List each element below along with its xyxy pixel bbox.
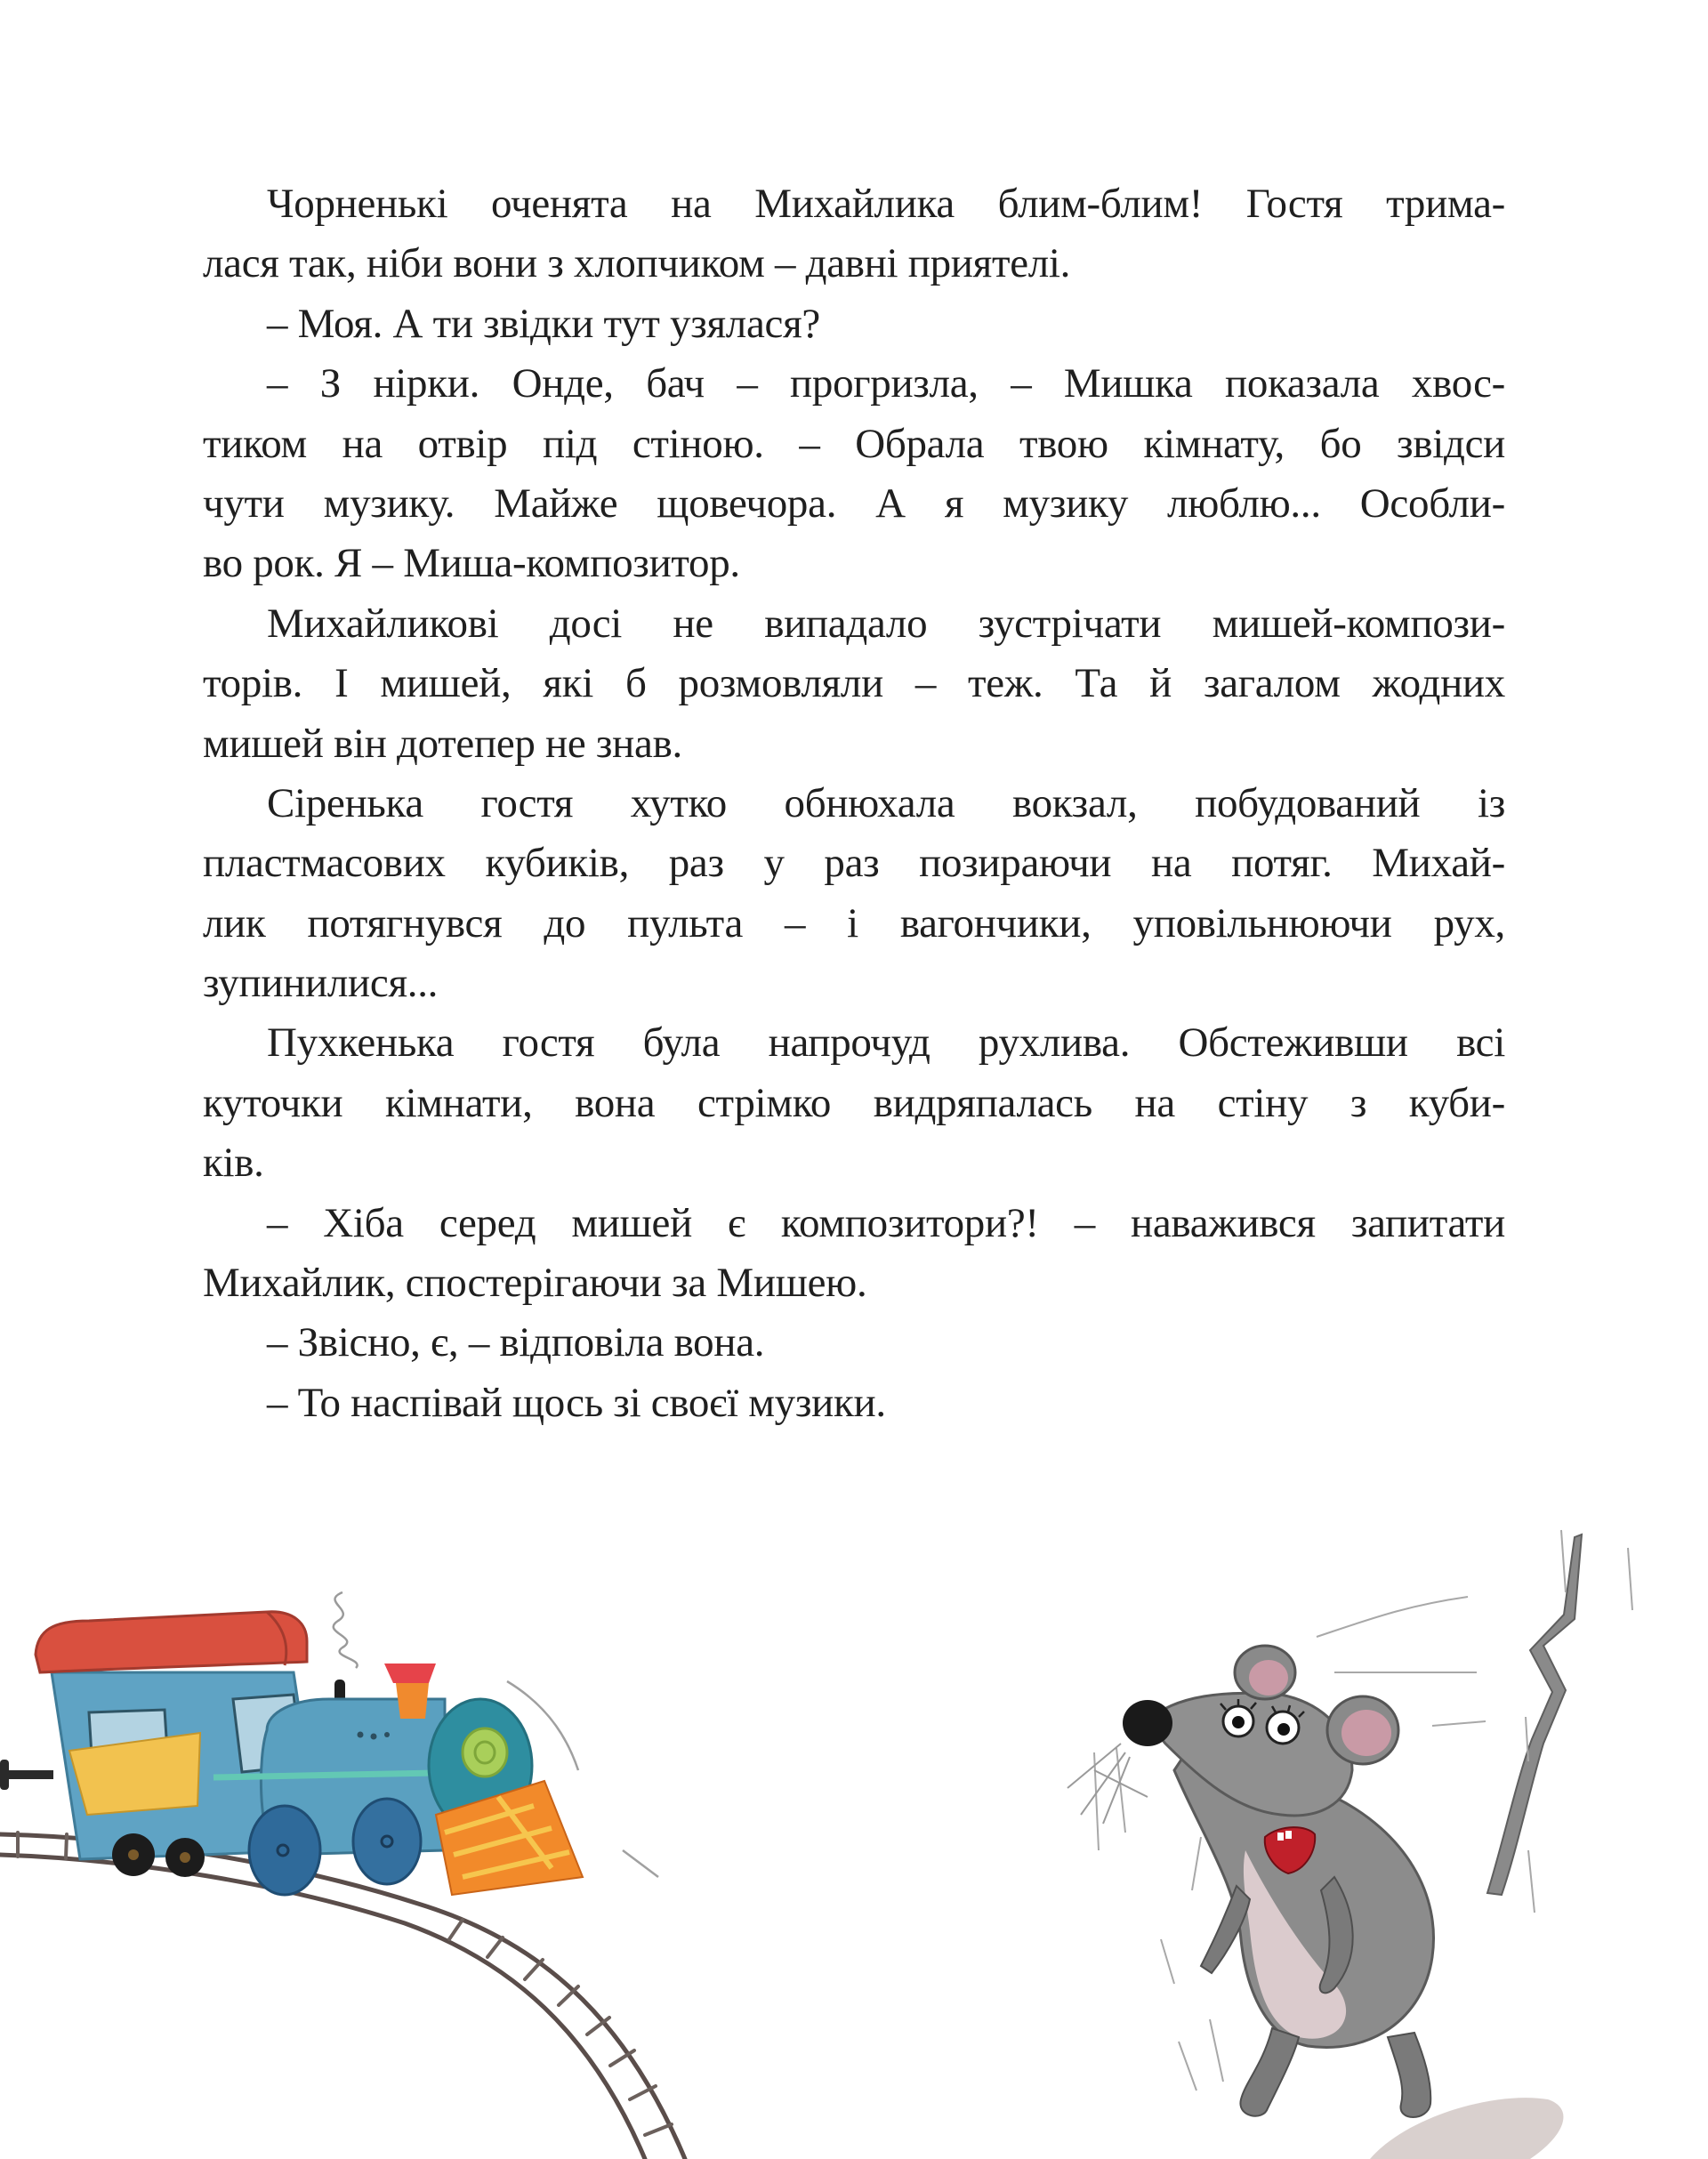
text-line: – Хіба серед мишей є композитори?! – наважився запитати — [267, 1199, 1505, 1246]
text-line: Михайлик, спостерігаючи за Мишею. — [203, 1260, 867, 1307]
text-line: лася так, ніби вони з хлопчиком – давні приятелі. — [203, 240, 1071, 287]
toy-train-icon — [0, 1592, 658, 1895]
text-line: – Звісно, є, – відповіла вона. — [267, 1319, 765, 1366]
text-line: зупинилися... — [203, 960, 439, 1007]
text-line: куточки кімнати, вона стрімко видряпалась на стіну з куби- — [203, 1079, 1505, 1126]
train-track-icon — [0, 1833, 685, 2159]
mouse-icon — [1068, 1530, 1632, 2159]
text-line: торів. І мишей, які б розмовляли – теж. Та й загалом жодних — [203, 660, 1505, 707]
text-line: мишей він дотепер не знав. — [203, 720, 682, 767]
story-text — [203, 174, 1505, 1433]
text-line: тиком на отвір під стіною. – Обрала твою кімнату, бо звідси — [203, 420, 1505, 467]
text-line: Чорненькі оченята на Михайлика блим-блим! Гостя трима- — [267, 181, 1505, 227]
text-line: Михайликові досі не випадало зустрічати мишей-компози- — [267, 600, 1505, 647]
text-line: пластмасових кубиків, раз у раз позираючи на потяг. Михай- — [203, 840, 1505, 887]
text-line: – Моя. А ти звідки тут узялася? — [267, 300, 820, 347]
text-line: – То наспівай щось зі своєї музики. — [267, 1379, 886, 1426]
text-line: Сіренька гостя хутко обнюхала вокзал, побудований із — [267, 779, 1505, 826]
text-line: – З нірки. Онде, бач – прогризла, – Мишка показала хвос- — [267, 360, 1505, 407]
text-line: чути музику. Майже щовечора. А я музику люблю... Особли- — [203, 479, 1505, 527]
text-line: во рок. Я – Миша-композитор. — [203, 540, 740, 587]
text-line: Пухкенька гостя була напрочуд рухлива. Обстеживши всі — [267, 1019, 1505, 1067]
text-line: ків. — [203, 1140, 264, 1187]
text-line: лик потягнувся до пульта – і вагончики, уповільнюючи рух, — [203, 899, 1505, 947]
